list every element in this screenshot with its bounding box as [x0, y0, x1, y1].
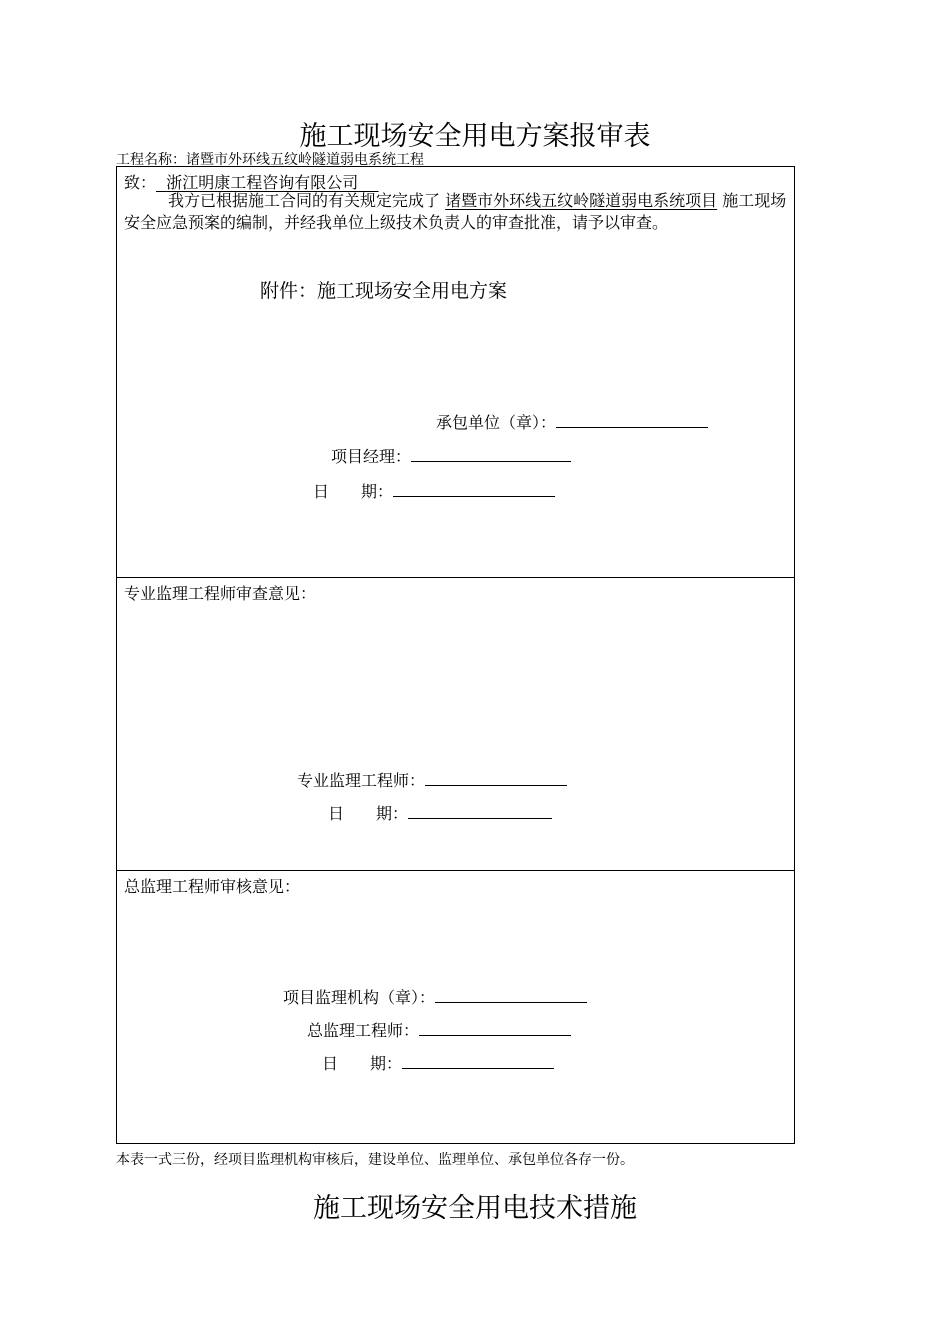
- to-company: 浙江明康工程咨询有限公司: [166, 173, 359, 192]
- date-line-3: [402, 1052, 554, 1069]
- section-divider-1: [117, 577, 794, 578]
- pm-signature-line: [411, 445, 571, 462]
- contractor-label: 承包单位（章）：: [436, 413, 557, 432]
- submission-paragraph: [124, 190, 788, 234]
- agency-signature-line: [435, 986, 587, 1003]
- date-label-1: 日 期：: [313, 482, 394, 501]
- to-label: 致：: [124, 173, 157, 192]
- date-row-3: [322, 1051, 554, 1074]
- section2-title: 专业监理工程师审查意见：: [124, 584, 317, 603]
- date-label-2: 日 期：: [328, 804, 409, 823]
- para-part1: 我方已根据施工合同的有关规定完成了: [168, 191, 441, 210]
- section3-title: 总监理工程师审核意见：: [124, 877, 301, 896]
- pm-row: [331, 444, 571, 467]
- date-line-1: [393, 480, 555, 497]
- engineer-row: [297, 768, 567, 791]
- form-title: 施工现场安全用电方案报审表: [299, 121, 651, 152]
- project-name: 工程名称：诸暨市外环线五纹岭隧道弱电系统工程: [116, 152, 424, 168]
- date-line-2: [408, 802, 552, 819]
- date-row-2: [328, 801, 552, 824]
- chief-row: [307, 1018, 571, 1041]
- para-part2: 施工现场安全应急预案的编制，并经我单位上级技术负责人的审查批准，请予以审查。: [124, 191, 787, 232]
- agency-label: 项目监理机构（章）：: [283, 988, 436, 1007]
- engineer-signature-line: [425, 769, 567, 786]
- chief-signature-line: [419, 1019, 571, 1036]
- attachment-line: 附件：施工现场安全用电方案: [260, 280, 508, 302]
- agency-row: [283, 985, 587, 1008]
- engineer-label: 专业监理工程师：: [297, 771, 426, 790]
- date-label-3: 日 期：: [322, 1054, 403, 1073]
- pm-label: 项目经理：: [331, 447, 412, 466]
- chief-label: 总监理工程师：: [307, 1021, 420, 1040]
- para-project: 诸暨市外环线五纹岭隧道弱电系统项目: [445, 191, 718, 210]
- contractor-row: [436, 410, 708, 433]
- date-row-1: [313, 479, 555, 502]
- contractor-signature-line: [556, 411, 708, 428]
- next-section-title: 施工现场安全用电技术措施: [313, 1193, 637, 1224]
- footer-note: 本表一式三份，经项目监理机构审核后，建设单位、监理单位、承包单位各存一份。: [116, 1152, 634, 1168]
- section-divider-2: [117, 870, 794, 871]
